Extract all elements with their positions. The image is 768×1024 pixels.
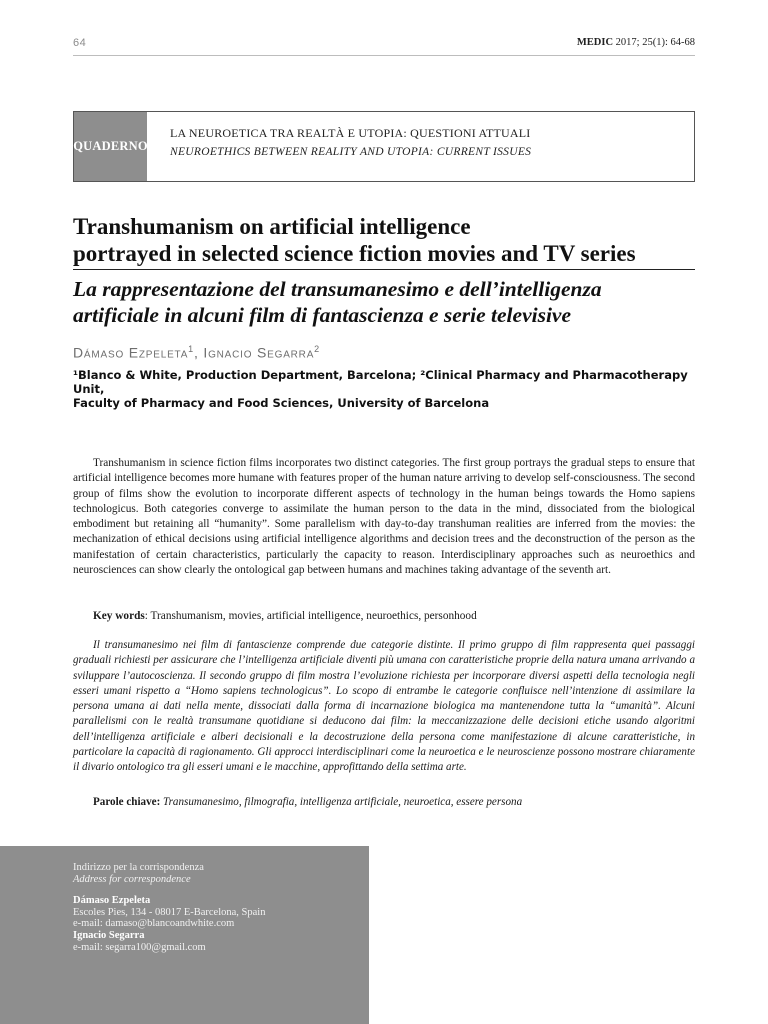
article-title-en-line1: Transhumanism on artificial intelligence — [73, 214, 471, 239]
author-1-affiliation-mark: 1 — [188, 344, 194, 354]
parole-chiave-label: Parole chiave: — [93, 796, 161, 808]
section-title-en: NEUROETHICS BETWEEN REALITY AND UTOPIA: CURRENT ISSUES — [170, 146, 532, 158]
article-title-it — [73, 276, 695, 328]
parole-chiave-text: Transumanesimo, filmografia, intelligenza artificiale, neuroetica, essere persona — [160, 796, 523, 808]
correspondence-spacer — [73, 885, 369, 895]
section-title-it: LA NEUROETICA TRA REALTÀ E UTOPIA: QUESTIONI ATTUALI — [170, 126, 531, 140]
correspondence-heading-en: Address for correspondence — [73, 873, 191, 885]
correspondence-heading-it: Indirizzo per la corrispondenza — [73, 862, 204, 873]
journal-name: MEDIC — [576, 37, 614, 48]
article-title-en — [73, 213, 695, 267]
author-1: Dámaso Ezpeleta — [73, 344, 189, 361]
article-title-en-line2: portrayed in selected science fiction movies and TV series — [73, 241, 636, 266]
affiliations — [73, 368, 703, 410]
keywords-text: : Transhumanism, movies, artificial intelligence, neuroethics, personhood — [144, 610, 477, 622]
journal-citation: 2017; 25(1): 64-68 — [615, 37, 695, 48]
section-box — [73, 111, 695, 182]
affiliation-line-1: ¹Blanco & White, Production Department, Barcelona; ²Clinical Pharmacy and Pharmacotherapy Unit, — [73, 368, 688, 396]
article-title-it-line2: artificiale in alcuni film di fantascienza e serie televisive — [73, 303, 572, 327]
abstract-italian: Il transumanesimo nei film di fantascienze comprende due categorie distinte. Il primo gruppo di film rappresenta quei passaggi graduali richiesti per assicurare che l’intelligenza artificiale diventi più umana con caratteristiche proprie della natura umana arrivando a sviluppare l’autocoscienza. Il secondo gruppo di film mostra l’evoluzione richiesta per incorporare diversi aspetti della tecnologia negli esseri umani rispetto a “Homo sapiens technologicus”. Lo scopo di entrambe le categorie confluisce nell’intenzione di assimilare la persona umana ai dati nella mente, dissociati dalla forma di incarnazione biologica ma mantenendone tutta la “umanità”. Alcuni parallelismi con le realtà transumane quotidiane si deducono dai film: la meccanizzazione delle decisioni etiche usando algoritmi dell’intelligenza artificiale e alberi decisionali e la decostruzione della persona come manifestazione di alcune caratteristiche, in particolare la capacità di ragionamento. Gli approcci interdisciplinari come la neuroetica e le neuroscienze possono mostrare chiaramente il divario ontologico tra gli esseri umani e le macchine, approfittando della settima arte. — [73, 639, 695, 774]
section-label: QUADERNO — [74, 112, 147, 181]
author-2: Ignacio Segarra — [203, 344, 315, 361]
keywords-label: Key words — [93, 610, 145, 622]
correspondence-panel — [0, 846, 369, 1024]
article-title-it-line1: La rappresentazione del transumanesimo e dell’intelligenza — [73, 277, 602, 301]
title-divider — [73, 269, 695, 270]
page-number: 64 — [73, 37, 87, 49]
parole-chiave — [93, 796, 522, 808]
abstract-english: Transhumanism in science fiction films incorporates two distinct categories. The first group portrays the gradual steps to ensure that artificial intelligence becomes more humane with features proper of the human nature arriving to develop self-consciousness. The second group of films show the evolution to incorporate different aspects of technology in the human beings towards the Homo sapiens technologicus. Both categories converge to assimilate the human person to the data in the mind, dissociated from the biological embodiment but retaining all “humanity”. Some parallelism with day-to-day transhuman realities are inferred from the movies: the mechanization of ethical decisions using artificial intelligence algorithms and decision trees and the deconstruction of the person as the manifestation of certain characteristics, particularly the capacity to reason. Interdisciplinary approaches such as neuroethics and neurosciences can show clearly the ontological gap between humans and machines taking advantage of the seventh art. — [73, 457, 695, 577]
journal-reference — [577, 37, 695, 48]
contact-1-email[interactable]: e-mail: damaso@blancoandwhite.com — [73, 918, 235, 930]
contact-1-name: Dámaso Ezpeleta — [73, 895, 151, 907]
contact-1-address: Escoles Pies, 134 - 08017 E-Barcelona, Spain — [73, 906, 266, 918]
authors — [73, 344, 320, 361]
section-titles — [147, 112, 531, 181]
affiliation-line-2: Faculty of Pharmacy and Food Sciences, University of Barcelona — [73, 396, 490, 410]
contact-2-name: Ignacio Segarra — [73, 929, 145, 941]
author-separator: , — [193, 344, 204, 361]
contact-2-email[interactable]: e-mail: segarra100@gmail.com — [73, 941, 206, 953]
author-2-affiliation-mark: 2 — [314, 344, 320, 354]
header-divider — [73, 55, 695, 56]
keywords — [93, 610, 477, 622]
